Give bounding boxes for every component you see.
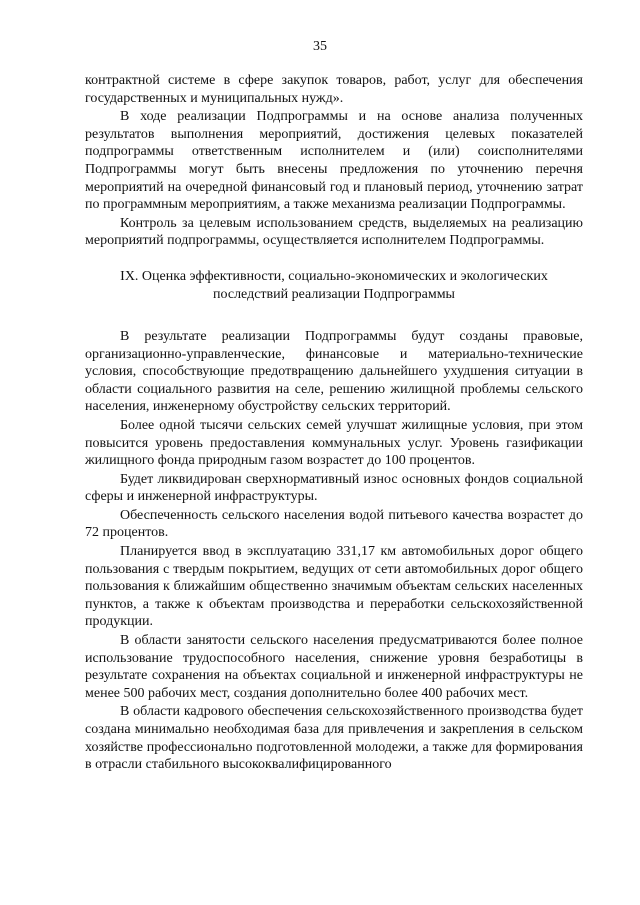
paragraph: В области кадрового обеспечения сельскохозяйственного производства будет создана минимально необходимая база для привлечения и закрепления в сельском хозяйстве профессионально подготовленной молодежи, а также для формирования в отрасли стабильного высококвалифицированного: [85, 704, 583, 773]
section-heading: [85, 268, 583, 304]
section-heading-line: последствий реализации Подпрограммы: [213, 286, 455, 302]
paragraph: В области занятости сельского населения предусматриваются более полное использование трудоспособного населения, снижение уровня безработицы в результате сохранения на объектах социальной и инженерной инфраструктуры не менее 500 рабочих мест, создания дополнительно более 400 рабочих мест.: [85, 633, 583, 701]
paragraph: Будет ликвидирован сверхнормативный износ основных фондов социальной сферы и инженерной инфраструктуры.: [85, 471, 583, 505]
paragraph: В результате реализации Подпрограммы будут созданы правовые, организационно-управленческие, финансовые и материально-технические условия, способствующие предотвращению дальнейшего ухудшения ситуации в области социального развития на селе, решению жилищной проблемы сельского населения, инженерному обустройству сельских территорий.: [85, 328, 583, 415]
document-body: [85, 72, 583, 775]
paragraph: Более одной тысячи сельских семей улучшат жилищные условия, при этом повысится уровень предоставления коммунальных услуг. Уровень газификации жилищного фонда природным газом возрастет до 100 процентов.: [85, 417, 583, 469]
paragraph: Обеспеченность сельского населения водой питьевого качества возрастет до 72 процентов.: [85, 507, 583, 541]
page-number: 35: [313, 39, 327, 54]
paragraph: Контроль за целевым использованием средств, выделяемых на реализацию мероприятий подпрограммы, осуществляется исполнителем Подпрограммы.: [85, 215, 583, 249]
paragraph: контрактной системе в сфере закупок товаров, работ, услуг для обеспечения государственных и муниципальных нужд».: [85, 73, 583, 106]
section-heading-line: IX. Оценка эффективности, социально-экономических и экологических: [120, 268, 548, 284]
paragraph: В ходе реализации Подпрограммы и на основе анализа полученных результатов выполнения мероприятий, достижения целевых показателей подпрограммы ответственным исполнителем и (или) соисполнителями Подпрограммы могут быть внесены предложения по уточнению перечня мероприятий на очередной финансовый год и плановый период, уточнению затрат по программным мероприятиям, а также механизма реализации Подпрограммы.: [85, 109, 583, 213]
paragraph: Планируется ввод в эксплуатацию 331,17 км автомобильных дорог общего пользования с твердым покрытием, ведущих от сети автомобильных дорог общего пользования к ближайшим общественно значимым объектам сельских населенных пунктов, а также к объектам производства и переработки сельскохозяйственной продукции.: [85, 544, 583, 630]
